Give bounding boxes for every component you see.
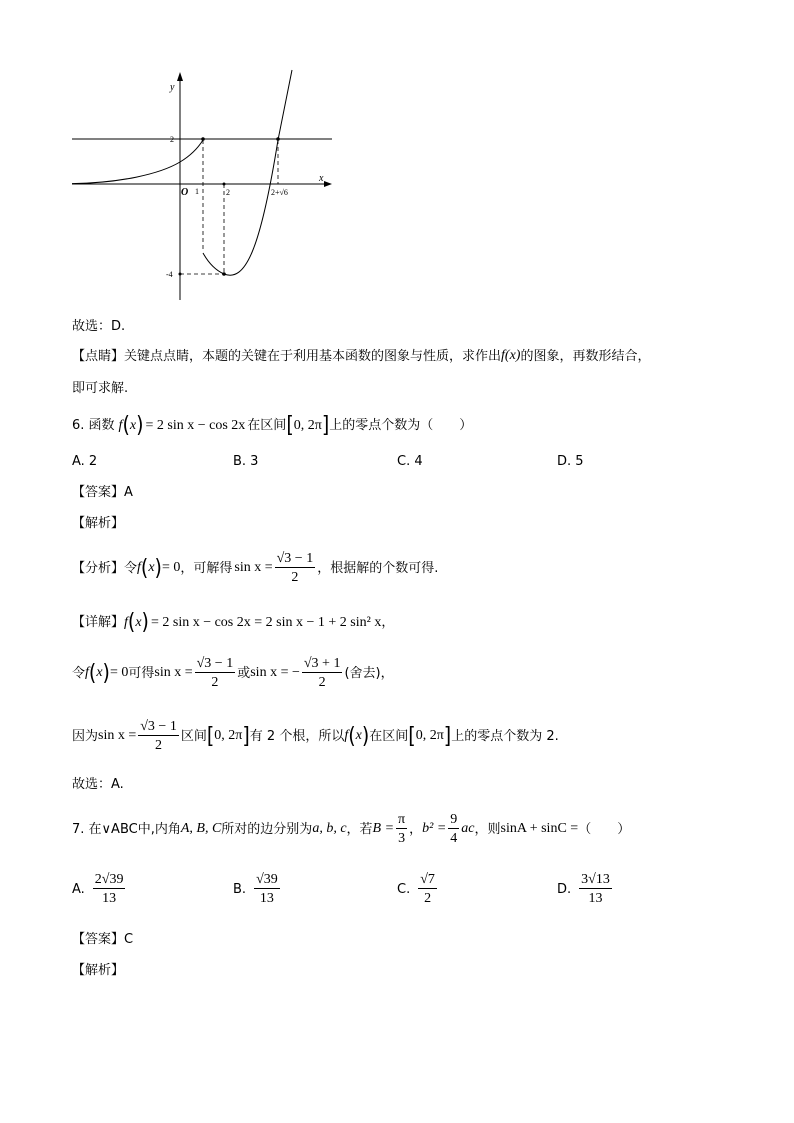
q7-pi-fraction — [396, 812, 407, 847]
q6-stem — [72, 412, 473, 438]
q7-B: B = — [372, 821, 395, 837]
q7-text-b: 所对的边分别为 — [221, 821, 313, 837]
q7-b-squared: b² = — [422, 821, 447, 837]
fraction-denominator: 2 — [211, 675, 219, 691]
conclusion-interval-2: 0, 2π — [415, 728, 444, 744]
fraction-denominator: 13 — [102, 891, 117, 907]
q6-option-b: B. 3 — [233, 454, 259, 469]
detail-equation: = 2 sin x − cos 2x = 2 sin x − 1 + 2 sin² x — [150, 614, 382, 630]
fraction-denominator: 2 — [424, 891, 432, 907]
q6-option-a: A. 2 — [72, 454, 98, 469]
function-graph — [60, 62, 340, 307]
point-1-2 — [201, 137, 205, 141]
detail-end: ， — [381, 615, 395, 630]
paren-open: ( — [122, 412, 130, 438]
q7-option-c — [397, 872, 439, 907]
q6-answer: 【答案】A — [72, 485, 133, 500]
l-f: f — [85, 665, 89, 681]
point-2plus-root6-2 — [276, 137, 280, 141]
y-axis-arrow — [177, 72, 183, 81]
conclusion-text-a: 因为 — [72, 728, 99, 744]
x-axis-label: x — [319, 173, 324, 184]
paren-close: ) — [141, 609, 149, 635]
q7-answer: 【答案】C — [72, 932, 134, 947]
option-fraction — [579, 872, 612, 907]
fraction-numerator: √3 − 1 — [195, 656, 236, 673]
paren-close: ) — [102, 660, 110, 686]
q7-sum: sinA + sinC = — [500, 821, 579, 837]
solve-text-b: 可得 — [128, 665, 155, 681]
q6-text-b: 在区间 — [247, 418, 287, 433]
x-axis-arrow — [324, 181, 332, 187]
q6-analysis-heading: 【解析】 — [72, 516, 125, 531]
q7-option-a — [72, 872, 127, 907]
q7-option-d — [557, 872, 614, 907]
fraction-denominator: 13 — [588, 891, 603, 907]
q7-analysis-heading: 【解析】 — [72, 963, 125, 978]
fraction-numerator: 9 — [448, 812, 459, 829]
point-2-minus4 — [222, 272, 226, 276]
detail-label: 【详解】 — [72, 615, 125, 630]
q7-ac: ac — [461, 821, 475, 837]
y-axis-label: y — [170, 82, 175, 93]
option-label: C. — [397, 881, 411, 897]
solve-discard: (舍去)， — [344, 665, 394, 681]
q7-text-d: ， — [409, 821, 423, 837]
fraction-numerator: √3 − 1 — [138, 719, 179, 736]
fraction-denominator: 2 — [155, 738, 163, 754]
q6-detail — [72, 609, 395, 635]
q6-function: = 2 sin x − cos 2x — [145, 417, 246, 433]
bracket-open: [ — [206, 723, 215, 749]
conclusion-text-b: 区间 — [180, 728, 207, 744]
option-fraction — [418, 872, 437, 907]
fraction-denominator: 2 — [318, 675, 326, 691]
tip-line — [72, 349, 650, 363]
conclusion-text-c: 有 2 个根，所以 — [249, 728, 345, 744]
analysis-label: 【分析】令 — [72, 560, 138, 576]
q7-angles: A, B, C — [180, 821, 222, 837]
fraction-numerator: 3√13 — [579, 872, 612, 889]
paren-open: ( — [88, 660, 97, 686]
solve-or: 或 — [237, 665, 251, 681]
solve-eq0: = 0 — [109, 665, 129, 681]
tip-text-a: 关键点点睛，本题的关键在于利用基本函数的图象与性质，求作出 — [124, 348, 502, 364]
choose-a: 故选：A. — [72, 777, 124, 792]
conclusion-sin: sin x = — [98, 728, 137, 744]
l-x: x — [96, 665, 103, 681]
analysis-text-b: ，可解得 — [180, 560, 233, 576]
fraction-denominator: 3 — [398, 831, 406, 847]
bracket-close: ] — [443, 723, 452, 749]
option-label: A. — [72, 881, 85, 897]
q7-text-a: 7. 在∨ABC中,内角 — [72, 821, 181, 837]
tip-text-b: 的图象，再数形结合， — [520, 348, 651, 364]
fx-x: x — [148, 560, 155, 576]
solve-text-a: 令 — [72, 665, 86, 681]
tip-line-2: 即可求解. — [72, 381, 129, 396]
q7-k-fraction — [448, 812, 459, 847]
tick-y-minus4: -4 — [166, 270, 173, 279]
analysis-fraction — [275, 551, 316, 586]
conclusion-text-e: 上的零点个数为 2. — [451, 728, 559, 744]
curve-right-branch — [203, 70, 292, 275]
q7-text-e: ，则 — [474, 821, 501, 837]
fraction-denominator: 4 — [450, 831, 458, 847]
fraction-numerator: √7 — [418, 872, 437, 889]
bracket-open: [ — [408, 723, 416, 749]
q6-number: 6. 函数 — [72, 418, 115, 433]
solve-fraction-1 — [195, 656, 236, 691]
fraction-numerator: √3 + 1 — [302, 656, 343, 673]
fx-f: f — [137, 560, 141, 576]
choose-d: 故选：D. — [72, 319, 126, 334]
q7-option-b — [233, 872, 282, 907]
conclusion-text-d: 在区间 — [369, 728, 409, 744]
solve-sin-1: sin x = — [154, 665, 193, 681]
q7-stem — [72, 812, 630, 847]
tick-y-2: 2 — [170, 135, 174, 144]
y-x: x — [355, 728, 362, 744]
solve-sin-2: sin x = − — [250, 665, 300, 681]
bracket-close: ] — [242, 723, 250, 749]
q6-solve-line — [72, 656, 394, 691]
fraction-numerator: 2√39 — [93, 872, 126, 889]
conclusion-interval: 0, 2π — [214, 728, 243, 744]
q7-sides: a, b, c — [312, 821, 347, 837]
paren-open: ( — [127, 609, 136, 635]
analysis-sin: sin x = — [234, 560, 273, 576]
tick-x-2: 2 — [226, 188, 230, 197]
paren-open: ( — [348, 723, 356, 749]
q6-text-c: 上的零点个数为（ ） — [329, 418, 473, 433]
option-fraction — [93, 872, 126, 907]
q7-text-f: （ ） — [578, 821, 631, 837]
q6-f: f — [118, 417, 123, 433]
fraction-numerator: π — [396, 812, 407, 829]
analysis-eq0: = 0 — [161, 560, 181, 576]
curve-left-branch — [72, 140, 203, 184]
point-minus4 — [179, 273, 182, 276]
q6-option-c: C. 4 — [397, 454, 423, 469]
paren-open: ( — [140, 555, 149, 581]
tick-x-2plus-root6: 2+√6 — [271, 188, 288, 197]
point-2-0 — [223, 183, 226, 186]
xj-f: f — [124, 614, 128, 630]
fraction-denominator: 13 — [259, 891, 274, 907]
y-f: f — [344, 728, 349, 744]
paren-close: ) — [154, 555, 162, 581]
fraction-denominator: 2 — [291, 570, 299, 586]
paren-close: ) — [361, 723, 370, 749]
paren-close: ) — [136, 412, 144, 438]
q6-analysis — [72, 551, 438, 586]
xj-x: x — [135, 614, 142, 630]
q6-interval: 0, 2π — [293, 417, 322, 433]
analysis-text-c: ，根据解的个数可得. — [317, 560, 439, 576]
bracket-close: ] — [321, 412, 330, 438]
tip-label: 【点睛】 — [72, 348, 125, 364]
q6-option-d: D. 5 — [557, 454, 584, 469]
bracket-open: [ — [286, 412, 294, 438]
option-label: D. — [557, 881, 572, 897]
tick-x-1: 1 — [195, 187, 199, 196]
option-fraction — [254, 872, 280, 907]
origin-label: O — [181, 187, 189, 198]
solve-fraction-2 — [302, 656, 343, 691]
q6-x: x — [129, 417, 137, 433]
q7-text-c: ，若 — [346, 821, 373, 837]
conclusion-fraction — [138, 719, 179, 754]
fraction-numerator: √3 − 1 — [275, 551, 316, 568]
tip-fx: f(x) — [501, 348, 521, 363]
option-label: B. — [233, 881, 247, 897]
q6-conclusion — [72, 719, 559, 754]
fraction-numerator: √39 — [254, 872, 280, 889]
